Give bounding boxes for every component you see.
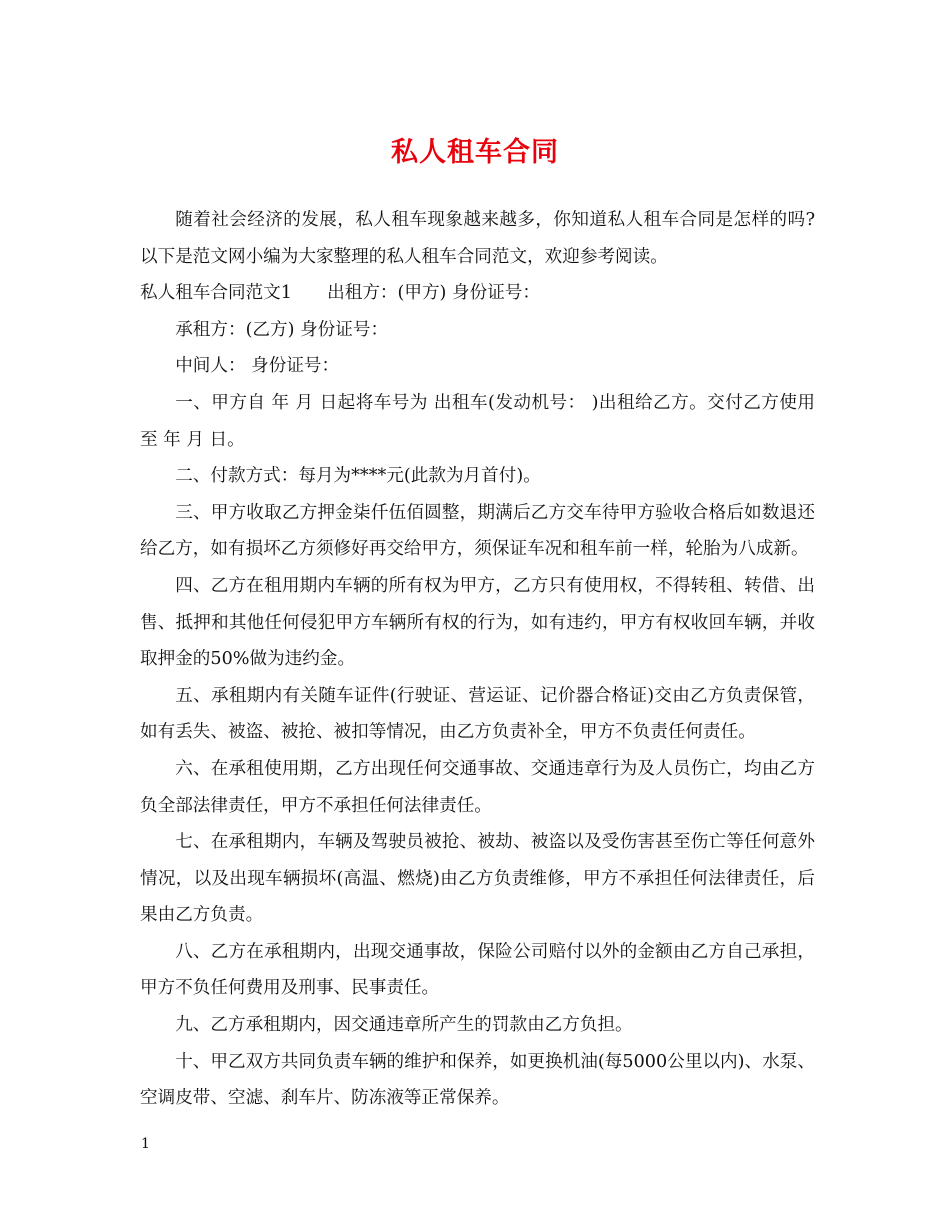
lessee-line: 承租方：(乙方) 身份证号： <box>175 319 389 340</box>
intro-paragraph: 随着社会经济的发展，私人租车现象越来越多，你知道私人租车合同是怎样的吗?以下是范文网小编为大家整理的私人租车合同范文，欢迎参考阅读。 <box>140 210 815 267</box>
clause-8: 八、乙方在承租期内，出现交通事故，保险公司赔付以外的金额由乙方自己承担，甲方不负任何费用及刑事、民事责任。 <box>140 941 815 999</box>
contract-heading-lessor: 私人租车合同范文1 出租方：(甲方) 身份证号： <box>140 283 540 304</box>
page-number: 1 <box>141 1136 150 1152</box>
clause-1: 一、甲方自 年 月 日起将车号为 出租车(发动机号： )出租给乙方。交付乙方使用至 年 月 日。 <box>140 392 815 450</box>
clause-6: 六、在承租使用期，乙方出现任何交通事故、交通违章行为及人员伤亡，均由乙方负全部法律责任，甲方不承担任何法律责任。 <box>140 758 815 816</box>
clause-9: 九、乙方承租期内，因交通违章所产生的罚款由乙方负担。 <box>175 1015 633 1036</box>
clause-7: 七、在承租期内，车辆及驾驶员被抢、被劫、被盗以及受伤害甚至伤亡等任何意外情况，以及出现车辆损坏(高温、燃烧)由乙方负责维修，甲方不承担任何法律责任，后果由乙方负责。 <box>140 832 815 926</box>
intermediary-line: 中间人： 身份证号： <box>175 356 340 377</box>
clause-5: 五、承租期内有关随车证件(行驶证、营运证、记价器合格证)交由乙方负责保管，如有丢失、被盗、被抢、被扣等情况，由乙方负责补全，甲方不负责任何责任。 <box>140 685 815 743</box>
document-body <box>140 202 815 1117</box>
clause-10: 十、甲乙双方共同负责车辆的维护和保养，如更换机油(每5000公里以内)、水泵、空调皮带、空滤、刹车片、防冻液等正常保养。 <box>140 1051 815 1109</box>
clause-2: 二、付款方式：每月为****元(此款为月首付)。 <box>175 466 541 487</box>
document-title: 私人租车合同 <box>391 137 559 168</box>
clause-3: 三、甲方收取乙方押金柒仟伍佰圆整，期满后乙方交车待甲方验收合格后如数退还给乙方，如有损坏乙方须修好再交给甲方，须保证车况和租车前一样，轮胎为八成新。 <box>140 502 815 560</box>
clause-4: 四、乙方在租用期内车辆的所有权为甲方，乙方只有使用权，不得转租、转借、出售、抵押和其他任何侵犯甲方车辆所有权的行为，如有违约，甲方有权收回车辆，并收取押金的50%做为违约金。 <box>140 575 815 670</box>
